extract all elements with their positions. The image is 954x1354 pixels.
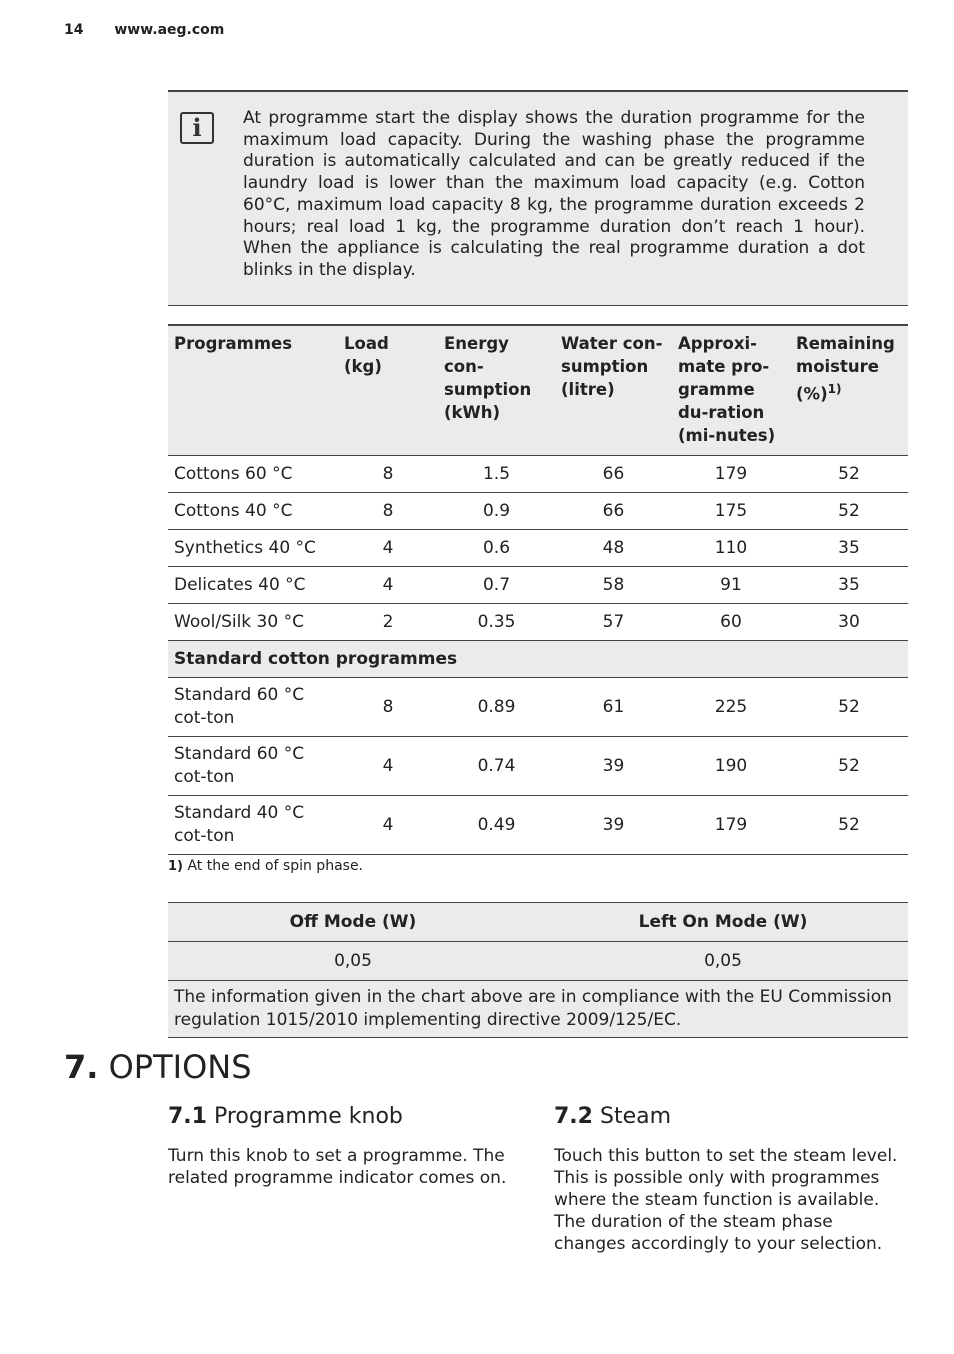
- table-cell: 48: [555, 530, 672, 567]
- footnote-mark: 1): [168, 859, 183, 874]
- page-number: 14: [64, 22, 84, 38]
- compliance-row: [168, 981, 908, 1038]
- table-row: [168, 737, 908, 796]
- programmes-table: [168, 324, 908, 855]
- table-cell: 52: [790, 456, 908, 493]
- table-cell: 52: [790, 493, 908, 530]
- section-title-text: OPTIONS: [108, 1048, 252, 1086]
- table-row: [168, 456, 908, 493]
- programme-name: Wool/Silk 30 °C: [168, 604, 338, 641]
- col-moisture-label: Remaining moisture (%): [796, 334, 895, 404]
- subsection-steam-title: [554, 1104, 671, 1129]
- table-cell: 4: [338, 530, 438, 567]
- table-cell: 60: [672, 604, 790, 641]
- table-cell: 4: [338, 567, 438, 604]
- table-row: [168, 493, 908, 530]
- table-cell: 66: [555, 456, 672, 493]
- subsection-number: 7.1: [168, 1104, 207, 1129]
- power-modes-table: [168, 902, 908, 1038]
- table-row: [168, 567, 908, 604]
- table-cell: 0.35: [438, 604, 555, 641]
- table-cell: 39: [555, 737, 672, 796]
- table-cell: 91: [672, 567, 790, 604]
- table-cell: 35: [790, 530, 908, 567]
- info-icon-glyph: i: [192, 113, 202, 142]
- table-footnote: [168, 858, 363, 874]
- info-icon: [180, 112, 214, 144]
- col-water: Water con-sumption (litre): [555, 325, 672, 456]
- programme-name: Delicates 40 °C: [168, 567, 338, 604]
- table-cell: 179: [672, 456, 790, 493]
- subsection-title: Steam: [599, 1104, 672, 1129]
- table-cell: 1.5: [438, 456, 555, 493]
- table-cell: 58: [555, 567, 672, 604]
- left-on-mode-value: 0,05: [538, 942, 908, 981]
- col-load: Load (kg): [338, 325, 438, 456]
- steam-text: Touch this button to set the steam level. This is possible only with programmes where the steam function is available. The duration of the steam phase changes accordingly to your selection.: [554, 1146, 898, 1254]
- table-cell: 57: [555, 604, 672, 641]
- modes-header-row: [168, 903, 908, 942]
- col-programmes: Programmes: [168, 325, 338, 456]
- table-row: [168, 796, 908, 855]
- off-mode-value: 0,05: [168, 942, 538, 981]
- table-row: [168, 604, 908, 641]
- table-cell: 4: [338, 796, 438, 855]
- table-cell: 0.49: [438, 796, 555, 855]
- table-cell: 52: [790, 796, 908, 855]
- table-row: [168, 530, 908, 567]
- table-cell: 0.7: [438, 567, 555, 604]
- table-cell: 0.89: [438, 678, 555, 737]
- table-cell: 179: [672, 796, 790, 855]
- programme-knob-text: Turn this knob to set a programme. The related programme indicator comes on.: [168, 1146, 507, 1188]
- table-cell: 61: [555, 678, 672, 737]
- table-cell: 39: [555, 796, 672, 855]
- table-cell: 110: [672, 530, 790, 567]
- programme-name: Standard 40 °C cot-ton: [168, 796, 338, 855]
- programme-name: Synthetics 40 °C: [168, 530, 338, 567]
- table-header-row: [168, 325, 908, 456]
- subsection-programme-knob-title: [168, 1104, 403, 1129]
- table-cell: 8: [338, 678, 438, 737]
- table-cell: 2: [338, 604, 438, 641]
- table-cell: 175: [672, 493, 790, 530]
- programme-name: Standard 60 °C cot-ton: [168, 678, 338, 737]
- table-cell: 52: [790, 737, 908, 796]
- programme-name: Cottons 40 °C: [168, 493, 338, 530]
- section-number: 7.: [64, 1048, 99, 1086]
- section-title: [64, 1048, 252, 1086]
- left-on-mode-header: Left On Mode (W): [538, 903, 908, 942]
- table-cell: 190: [672, 737, 790, 796]
- info-note-text: At programme start the display shows the duration programme for the maximum load capacity. During the washing phase the programme duration is automatically calculated and can be greatly reduced if the laundry load is lower than the maximum load capacity (e.g. Cotton 60°C, maximum load capacity 8 kg, the programme duration exceeds 2 hours; real load 1 kg, the programme duration don’t reach 1 hour). When the appliance is calculating the real programme duration a dot blinks in the display.: [243, 108, 865, 280]
- col-energy: Energy con-sumption (kWh): [438, 325, 555, 456]
- modes-value-row: [168, 942, 908, 981]
- col-duration: Approxi-mate pro-gramme du-ration (mi-nutes): [672, 325, 790, 456]
- table-cell: 4: [338, 737, 438, 796]
- table-cell: 66: [555, 493, 672, 530]
- compliance-text: The information given in the chart above are in compliance with the EU Commission regulation 1015/2010 implementing directive 2009/125/EC.: [168, 981, 908, 1038]
- section-row: [168, 641, 908, 678]
- section-label: Standard cotton programmes: [168, 641, 908, 678]
- footnote-ref: 1): [827, 382, 842, 396]
- table-cell: 8: [338, 456, 438, 493]
- table-cell: 30: [790, 604, 908, 641]
- table-row: [168, 678, 908, 737]
- table-cell: 8: [338, 493, 438, 530]
- table-cell: 0.9: [438, 493, 555, 530]
- programme-name: Cottons 60 °C: [168, 456, 338, 493]
- table-cell: 0.74: [438, 737, 555, 796]
- col-moisture: [790, 325, 908, 456]
- info-note: [168, 90, 908, 306]
- subsection-number: 7.2: [554, 1104, 593, 1129]
- table-cell: 35: [790, 567, 908, 604]
- off-mode-header: Off Mode (W): [168, 903, 538, 942]
- footnote-text: At the end of spin phase.: [187, 858, 364, 874]
- programme-name: Standard 60 °C cot-ton: [168, 737, 338, 796]
- subsection-title: Programme knob: [213, 1104, 403, 1129]
- table-cell: 225: [672, 678, 790, 737]
- website-url: www.aeg.com: [114, 22, 225, 38]
- table-cell: 0.6: [438, 530, 555, 567]
- table-cell: 52: [790, 678, 908, 737]
- page-header: [64, 22, 224, 38]
